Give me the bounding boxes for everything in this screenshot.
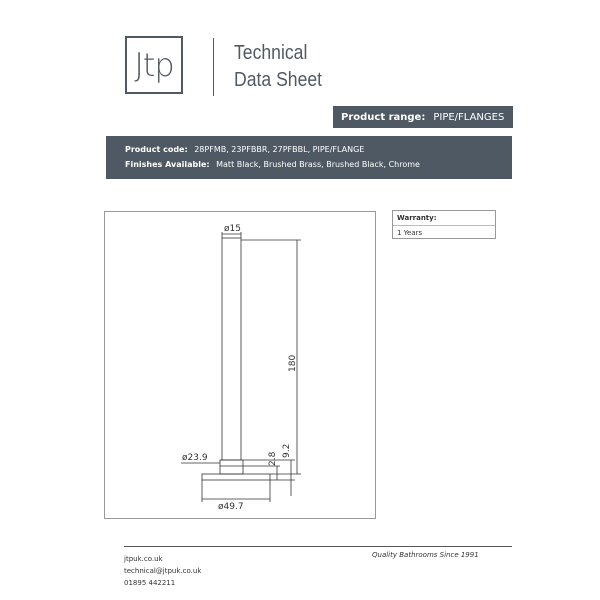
finishes-row	[125, 157, 512, 172]
product-info-bar	[106, 136, 512, 179]
jtp-logo	[125, 36, 183, 94]
flange-base-shape	[202, 474, 270, 480]
pipe-shape	[222, 238, 241, 460]
technical-drawing-svg	[105, 212, 377, 520]
dim-height: 180	[288, 354, 298, 372]
finishes-value: Matt Black, Brushed Brass, Brushed Black, Chrome	[216, 160, 420, 169]
footer-website[interactable]: jtpuk.co.uk	[124, 555, 163, 563]
product-code-row	[125, 142, 512, 157]
dim-flange-outer: ø49.7	[218, 502, 244, 512]
product-range-label: Product range:	[341, 111, 426, 123]
title-line-1: Technical	[234, 42, 308, 64]
dim-2-8: 2.8	[268, 451, 278, 466]
finishes-label: Finishes Available:	[125, 160, 210, 169]
logo-text: Jtp	[134, 46, 174, 84]
flange-collar-shape	[220, 460, 243, 474]
header-divider	[213, 38, 214, 96]
footer-divider	[124, 546, 512, 547]
page-title	[234, 40, 322, 94]
footer-contact	[124, 553, 201, 589]
product-code-value: 28PFMB, 23PFBBR, 27PFBBL, PIPE/FLANGE	[194, 145, 365, 154]
dim-flange-inner: ø23.9	[182, 453, 208, 463]
product-range-bar	[333, 106, 513, 128]
dim-pipe-diameter: ø15	[224, 224, 241, 234]
title-line-2: Data Sheet	[234, 69, 323, 91]
warranty-label: Warranty:	[393, 211, 495, 226]
product-range-value: PIPE/FLANGES	[433, 111, 505, 123]
footer-tagline: Quality Bathrooms Since 1991	[372, 551, 479, 559]
product-code-label: Product code:	[125, 145, 188, 154]
warranty-value: 1 Years	[397, 229, 423, 237]
footer-email[interactable]: technical@jtpuk.co.uk	[124, 567, 202, 575]
footer-phone: 01895 442211	[124, 579, 176, 587]
technical-drawing	[104, 211, 376, 519]
dim-9-2: 9.2	[282, 443, 292, 458]
warranty-box	[392, 210, 496, 239]
